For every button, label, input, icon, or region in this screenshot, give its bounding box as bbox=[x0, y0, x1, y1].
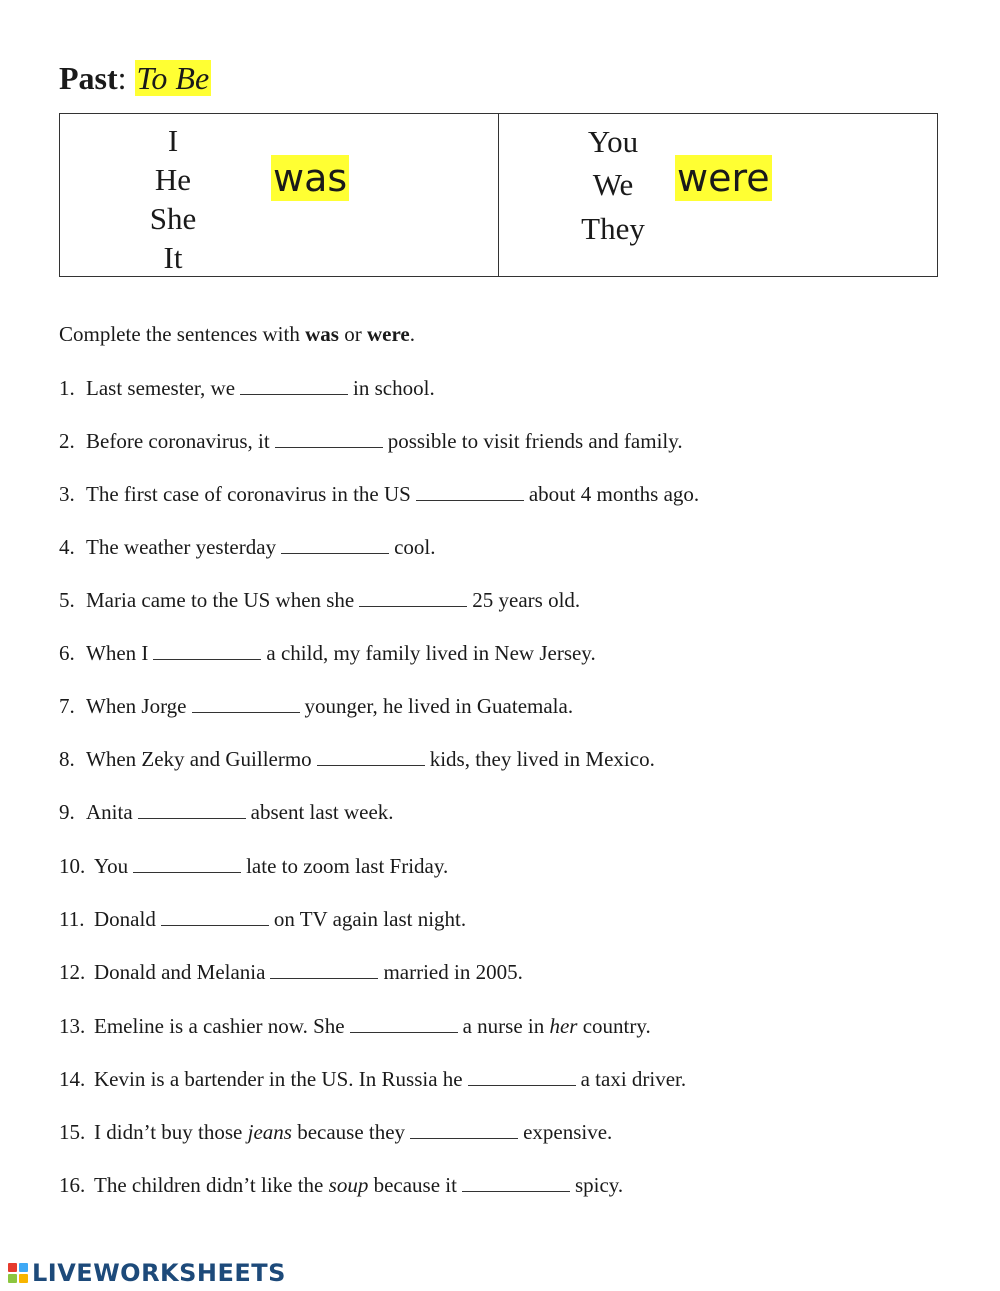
instructions-or: or bbox=[338, 322, 367, 346]
pronoun-they: They bbox=[581, 211, 645, 246]
question-text-after: on TV again last night. bbox=[273, 907, 467, 931]
question-item bbox=[59, 1118, 612, 1146]
pronoun-it: It bbox=[163, 240, 183, 275]
pronoun-i: I bbox=[167, 123, 179, 158]
question-text-before: Donald bbox=[94, 907, 156, 931]
question-text-before: Last semester, we bbox=[86, 376, 236, 400]
question-text-before: Kevin is a bartender in the US. In Russia he bbox=[94, 1067, 463, 1091]
question-text-middle: because they bbox=[291, 1120, 406, 1144]
title-highlight: To Be bbox=[136, 60, 210, 96]
question-text-after: possible to visit friends and family. bbox=[387, 429, 683, 453]
question-number: 14. bbox=[59, 1067, 86, 1091]
instructions-was: was bbox=[305, 322, 339, 346]
question-item bbox=[59, 1012, 651, 1040]
answer-blank[interactable] bbox=[240, 378, 348, 395]
question-item bbox=[59, 1065, 686, 1093]
question-text-before: When Jorge bbox=[86, 694, 187, 718]
question-text-after: married in 2005. bbox=[383, 960, 523, 984]
question-item bbox=[59, 1171, 623, 1199]
question-item bbox=[59, 480, 699, 508]
answer-blank[interactable] bbox=[281, 537, 389, 554]
answer-blank[interactable] bbox=[192, 696, 300, 713]
question-number: 2. bbox=[59, 429, 75, 453]
question-number: 12. bbox=[59, 960, 86, 984]
question-text-after: kids, they lived in Mexico. bbox=[429, 747, 655, 771]
title-bold: Past bbox=[59, 60, 118, 96]
question-number: 1. bbox=[59, 376, 75, 400]
question-item bbox=[59, 905, 466, 933]
page-title bbox=[59, 58, 211, 98]
question-number: 10. bbox=[59, 854, 86, 878]
question-number: 8. bbox=[59, 747, 75, 771]
conjugation-table bbox=[59, 113, 938, 277]
answer-blank[interactable] bbox=[138, 802, 246, 819]
question-number: 9. bbox=[59, 800, 75, 824]
pronoun-you: You bbox=[587, 124, 639, 159]
question-text-after: a taxi driver. bbox=[580, 1067, 687, 1091]
answer-blank[interactable] bbox=[462, 1175, 570, 1192]
question-text-before: Donald and Melania bbox=[94, 960, 266, 984]
question-number: 6. bbox=[59, 641, 75, 665]
question-text-before: The children didn’t like the bbox=[94, 1173, 329, 1197]
question-item bbox=[59, 692, 573, 720]
answer-blank[interactable] bbox=[359, 590, 467, 607]
question-item bbox=[59, 427, 683, 455]
question-italic-word: jeans bbox=[247, 1120, 292, 1144]
question-text-after: a nurse in bbox=[462, 1014, 550, 1038]
question-text-before: The first case of coronavirus in the US bbox=[86, 482, 411, 506]
table-cell-plural bbox=[499, 114, 937, 276]
answer-blank[interactable] bbox=[161, 909, 269, 926]
brand-name: LIVEWORKSHEETS bbox=[32, 1259, 286, 1287]
question-text-after: late to zoom last Friday. bbox=[246, 854, 449, 878]
question-item bbox=[59, 639, 596, 667]
question-text-end: country. bbox=[577, 1014, 651, 1038]
question-text-after: about 4 months ago. bbox=[528, 482, 700, 506]
liveworksheets-logo-icon bbox=[8, 1263, 28, 1283]
pronoun-he: He bbox=[154, 162, 192, 197]
question-number: 15. bbox=[59, 1120, 86, 1144]
verb-was: was bbox=[273, 156, 348, 200]
question-text-after: spicy. bbox=[574, 1173, 624, 1197]
question-text-before: You bbox=[94, 854, 129, 878]
question-number: 7. bbox=[59, 694, 75, 718]
answer-blank[interactable] bbox=[410, 1122, 518, 1139]
question-text-after: younger, he lived in Guatemala. bbox=[304, 694, 574, 718]
question-text-before: Maria came to the US when she bbox=[86, 588, 355, 612]
answer-blank[interactable] bbox=[133, 856, 241, 873]
question-italic-word: soup bbox=[328, 1173, 369, 1197]
question-number: 5. bbox=[59, 588, 75, 612]
question-item bbox=[59, 533, 435, 561]
answer-blank[interactable] bbox=[416, 484, 524, 501]
question-item bbox=[59, 374, 435, 402]
question-text-before: Anita bbox=[86, 800, 133, 824]
question-text-after: a child, my family lived in New Jersey. bbox=[266, 641, 596, 665]
question-text-before: Emeline is a cashier now. She bbox=[94, 1014, 345, 1038]
question-number: 3. bbox=[59, 482, 75, 506]
instructions-text: Complete the sentences with bbox=[59, 322, 306, 346]
pronoun-we: We bbox=[592, 167, 634, 202]
question-text-after: 25 years old. bbox=[472, 588, 581, 612]
pronoun-she: She bbox=[149, 201, 197, 236]
answer-blank[interactable] bbox=[317, 749, 425, 766]
question-text-before: Before coronavirus, it bbox=[86, 429, 270, 453]
instructions-were: were bbox=[366, 322, 410, 346]
question-item bbox=[59, 745, 655, 773]
instructions bbox=[59, 320, 415, 348]
answer-blank[interactable] bbox=[153, 643, 261, 660]
question-text-before: When I bbox=[86, 641, 149, 665]
answer-blank[interactable] bbox=[350, 1016, 458, 1033]
answer-blank[interactable] bbox=[275, 431, 383, 448]
question-italic-word: her bbox=[549, 1014, 578, 1038]
question-text-after: absent last week. bbox=[250, 800, 394, 824]
question-text-after: in school. bbox=[353, 376, 435, 400]
question-item bbox=[59, 852, 448, 880]
question-text-before: When Zeky and Guillermo bbox=[86, 747, 312, 771]
answer-blank[interactable] bbox=[270, 962, 378, 979]
title-separator: : bbox=[117, 60, 135, 96]
question-text-after: cool. bbox=[394, 535, 436, 559]
question-text-before: The weather yesterday bbox=[86, 535, 277, 559]
question-number: 4. bbox=[59, 535, 75, 559]
question-number: 16. bbox=[59, 1173, 86, 1197]
question-text-before: I didn’t buy those bbox=[94, 1120, 248, 1144]
question-number: 11. bbox=[59, 907, 85, 931]
question-item bbox=[59, 586, 580, 614]
answer-blank[interactable] bbox=[468, 1069, 576, 1086]
question-text-middle: because it bbox=[368, 1173, 457, 1197]
instructions-period: . bbox=[409, 322, 415, 346]
question-text-after: expensive. bbox=[523, 1120, 613, 1144]
table-cell-singular bbox=[60, 114, 499, 276]
question-number: 13. bbox=[59, 1014, 86, 1038]
question-item bbox=[59, 958, 523, 986]
footer-brand bbox=[8, 1258, 286, 1288]
question-item bbox=[59, 798, 394, 826]
verb-were: were bbox=[677, 156, 770, 200]
